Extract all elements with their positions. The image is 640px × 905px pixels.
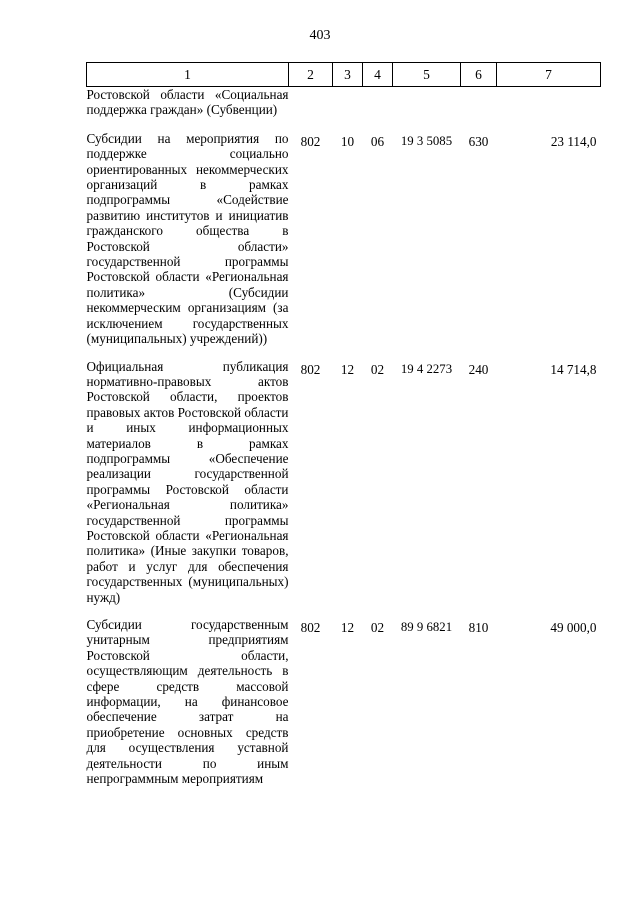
col-header-3: 3: [333, 63, 363, 87]
row-csr: 19 3 5085: [400, 133, 453, 148]
row-vr: [461, 87, 497, 131]
row-rz: 12: [340, 361, 355, 377]
page-number: 403: [309, 28, 331, 43]
row-ved: 802: [300, 620, 321, 635]
row-ved: 802: [300, 133, 321, 149]
row-rz: 12: [340, 620, 355, 635]
row-description: Официальная публикация нормативно-правовых актов Ростовской области, проектов правовых актов Ростовской области и иных информационных материалов в рамках подпрограммы «Обеспечение реализации государственной программы Ростовской области «Региональная политика» государственной программы Ростовской области «Региональная политика» (Иные закупки товаров, работ и услуг для обеспечения государственных (муниципальных) нужд): [86, 358, 289, 605]
row-sum: 23 114,0: [550, 133, 597, 149]
row-sum: 14 714,8: [550, 361, 597, 377]
row-description: Ростовской области «Социальная поддержка граждан» (Субвенции): [86, 87, 289, 118]
row-ved: 802: [300, 361, 321, 377]
table-row: [87, 131, 601, 359]
header-row: [87, 63, 601, 87]
row-vr: 240: [468, 361, 489, 377]
table-row: [87, 617, 601, 798]
row-csr: 89 9 6821: [400, 620, 453, 634]
row-vr: 630: [468, 133, 489, 149]
row-pr: [363, 87, 393, 131]
col-header-5: 5: [393, 63, 461, 87]
col-header-6: 6: [461, 63, 497, 87]
budget-table: [86, 62, 601, 798]
row-csr: 19 4 2273: [400, 361, 453, 376]
row-rz: [333, 87, 363, 131]
table-row: [87, 87, 601, 131]
row-csr: [393, 87, 461, 131]
row-vr: 810: [468, 620, 489, 635]
table-row: [87, 359, 601, 618]
row-pr: 02: [370, 620, 385, 635]
row-pr: 02: [370, 361, 385, 377]
col-header-2: 2: [289, 63, 333, 87]
row-sum: 49 000,0: [550, 620, 597, 635]
row-pr: 06: [370, 133, 385, 149]
col-header-1: 1: [87, 63, 289, 87]
row-ved: [289, 87, 333, 131]
row-rz: 10: [340, 133, 355, 149]
col-header-4: 4: [363, 63, 393, 87]
row-sum: [497, 87, 601, 131]
row-description: Субсидии государственным унитарным предприятиям Ростовской области, осуществляющим деятельность в сфере средств массовой информации, на финансовое обеспечение затрат на приобретение основных средств для осуществления уставной деятельности по иным непрограммным мероприятиям: [86, 617, 289, 787]
col-header-7: 7: [497, 63, 601, 87]
row-description: Субсидии на мероприятия по поддержке социально ориентированных некоммерческих организаций в рамках подпрограммы «Содействие развитию институтов и инициатив гражданского общества в Ростовской области» государственной программы Ростовской области «Региональная политика» (Субсидии некоммерческим организациям (за исключением государственных (муниципальных) учреждений)): [86, 130, 289, 347]
